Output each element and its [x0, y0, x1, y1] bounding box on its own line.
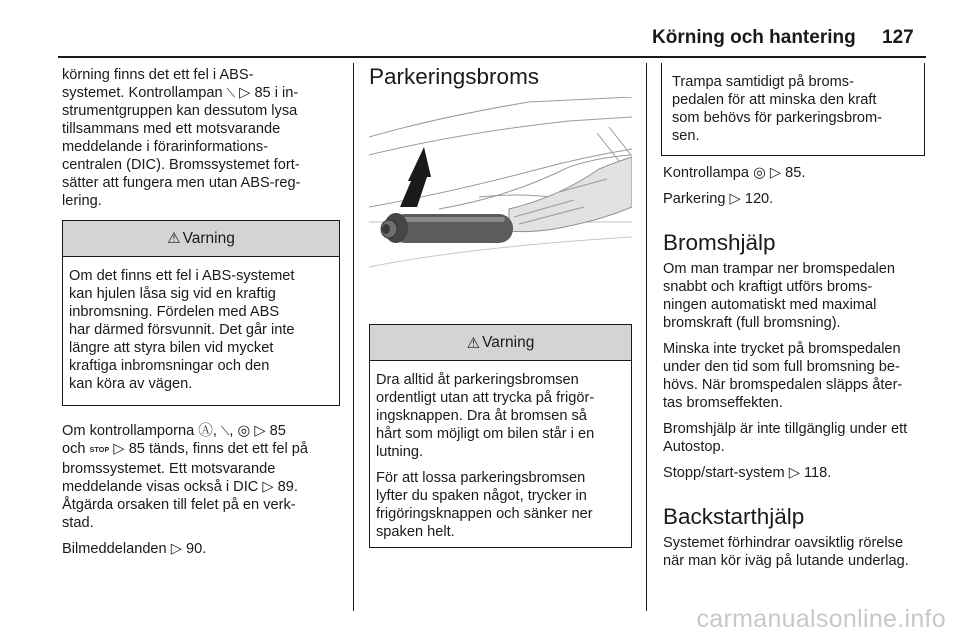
column-divider-left	[353, 63, 354, 611]
brake-assist-paragraph-3: Bromshjälp är inte tillgänglig under ett Autostop.	[663, 421, 908, 455]
warning-header: ⚠ Varning	[370, 325, 631, 361]
warning-body: Om det finns ett fel i ABS-systemet kan hjulen låsa sig vid en kraftig inbromsning. Fördelen med ABS har därmed försvunnit. Det går inte längre att styra bilen vid mycket kraftiga inbromsningar och den kan köra av vägen.	[69, 268, 295, 392]
lamps-paragraph: Om kontrollamporna Ⓐ, ⟍, ◎ ▷ 85 och STOP ▷ 85 tänds, finns det ett fel på bromssystemet. Ett motsvarande meddelande visas också i DIC ▷ 89. Åtgärda orsaken till felet på en verk- stad.	[62, 423, 308, 531]
indicator-lamp-ref: Kontrollampa ◎ ▷ 85.	[663, 165, 806, 181]
parking-brake-heading: Parkeringsbroms	[369, 64, 540, 89]
parking-brake-warning-box	[369, 324, 632, 548]
page-reference-icon: ▷	[239, 85, 251, 101]
page-reference-icon: ▷	[170, 541, 182, 557]
page-reference-icon: ▷	[729, 191, 741, 207]
page-number: 127	[882, 27, 914, 48]
brake-circle-lamp-icon: ◎	[753, 165, 766, 181]
abs-paragraph: körning finns det ett fel i ABS- systemet. Kontrollampan ⟍ ▷ 85 i in- strumentgruppen kan dessutom lysa tillsammans med ett motsvarande meddelande i förarinformations- centralen (DIC). Bromssystemet fort- sätter att fungera men utan ABS-reg- lering.	[62, 67, 301, 209]
brake-circle-lamp-icon: ◎	[237, 423, 251, 439]
parking-brake-illustration	[369, 97, 632, 315]
parking-brake-warning-continued-box: Trampa samtidigt på broms- pedalen för att minska den kraft som behövs för parkeringsbrom- sen.	[661, 63, 925, 156]
hill-start-assist-heading: Backstarthjälp	[663, 504, 805, 529]
page-reference-icon: ▷	[113, 441, 125, 457]
page-reference-icon: ▷	[262, 479, 274, 495]
brake-assist-heading: Bromshjälp	[663, 230, 776, 255]
header-rule	[58, 56, 926, 58]
stop-start-ref: Stopp/start-system ▷ 118.	[663, 465, 832, 481]
column-1	[62, 66, 342, 566]
brake-assist-paragraph-2: Minska inte trycket på bromspedalen under den tid som full bromsning be- hövs. När bromspedalen släpps åter- tas bromseffekten.	[663, 341, 903, 411]
brake-warning-lamp-icon: ⟍	[226, 86, 236, 100]
abs-warning-box	[62, 220, 340, 406]
column-3	[663, 164, 928, 578]
stop-lamp-icon: STOP	[89, 447, 110, 454]
abs-lamp-icon: Ⓐ	[198, 423, 213, 439]
page-reference-icon: ▷	[769, 165, 782, 181]
parking-ref: Parkering ▷ 120.	[663, 191, 774, 207]
warning-triangle-icon: ⚠	[167, 229, 181, 247]
page-header-title: Körning och hantering	[652, 27, 856, 48]
page-reference-icon: ▷	[254, 423, 266, 439]
brake-assist-paragraph-1: Om man trampar ner bromspedalen snabbt och kraftigt utförs broms- ningen automatiskt med maximal bromskraft (full bromsning).	[663, 261, 895, 331]
page-reference-icon: ▷	[788, 465, 800, 481]
brake-warning-lamp-icon: ⟍	[221, 424, 230, 438]
vehicle-messages-ref: Bilmeddelanden ▷ 90.	[62, 541, 207, 557]
warning-body: Dra alltid åt parkeringsbromsen ordentligt utan att trycka på frigör- ingsknappen. Dra åt bromsen så hårt som möjligt om bilen står i en lutning. För att lossa parkeringsbromsen lyfter du spaken något, trycker in frigöringsknappen och sänker ner spaken helt.	[376, 372, 595, 540]
warning-triangle-icon: ⚠	[466, 334, 481, 352]
hill-start-assist-paragraph: Systemet förhindrar oavsiktlig rörelse när man kör iväg på lutande underlag.	[663, 535, 909, 569]
watermark: carmanualsonline.info	[696, 605, 946, 633]
warning-header: ⚠ Varning	[63, 221, 339, 257]
column-divider-right	[646, 63, 647, 611]
